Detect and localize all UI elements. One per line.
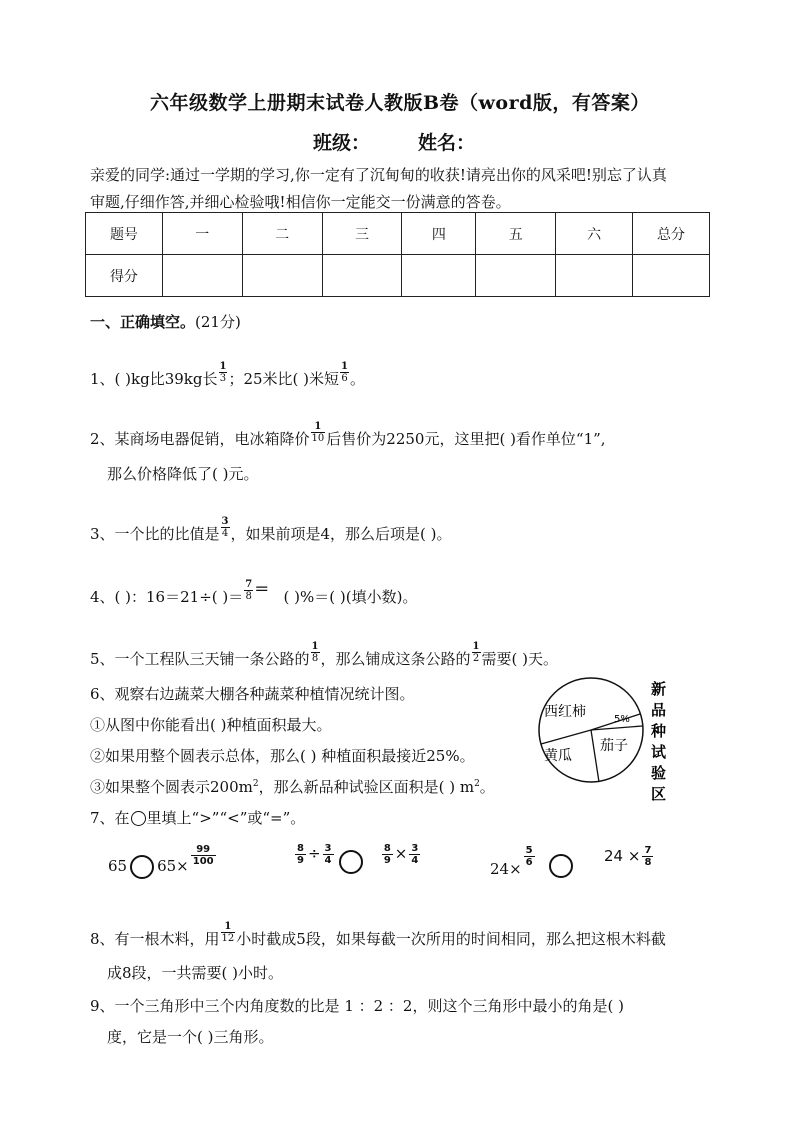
section-title: 一、正确填空。 xyxy=(90,313,196,331)
q6-sub-1: ①从图中你能看出( )种植面积最大。 xyxy=(90,716,332,734)
header-cell: 三 xyxy=(322,213,402,255)
q7-expr-3a xyxy=(490,844,576,882)
numerator: 7 xyxy=(245,578,253,590)
denominator: 6 xyxy=(341,372,348,384)
score-cell[interactable] xyxy=(162,255,242,297)
fraction xyxy=(221,921,236,944)
fraction xyxy=(382,843,393,866)
section-heading xyxy=(90,311,241,332)
side-label-char: 区 xyxy=(651,785,667,803)
q8-text-a: 8、有一根木料，用 xyxy=(90,930,220,948)
question-5 xyxy=(90,640,558,672)
header-cell: 四 xyxy=(402,213,476,255)
section-points: (21分) xyxy=(195,313,241,331)
numerator: 1 xyxy=(219,360,227,372)
numerator: 1 xyxy=(311,640,319,652)
expr-text: 65 xyxy=(108,857,128,875)
q2-text-a: 2、某商场电器促销，电冰箱降价 xyxy=(90,430,310,448)
row-label: 得分 xyxy=(86,255,163,297)
q5-text-a: 5、一个工程队三天铺一条公路的 xyxy=(90,650,310,668)
q5-text-b: ，那么铺成这条公路的 xyxy=(320,650,471,668)
denominator: 8 xyxy=(311,652,319,664)
q6-sub-3 xyxy=(90,776,495,797)
score-cell[interactable] xyxy=(242,255,322,297)
denominator: 8 xyxy=(245,590,252,602)
numerator: 1 xyxy=(311,421,326,433)
question-9: 9、一个三角形中三个内角度数的比是 1 ：2 ：2，则这个三角形中最小的角是( ) xyxy=(90,997,624,1015)
pie-label-tomato: 西红柿 xyxy=(544,704,586,720)
pie-label-5pct: 5% xyxy=(614,714,630,725)
side-label-char: 新 xyxy=(651,680,667,698)
numerator: 1 xyxy=(221,921,236,933)
pie-divider xyxy=(541,730,591,744)
q1-text-b: ；25米比( )米短 xyxy=(228,370,340,388)
numerator: 1 xyxy=(472,640,480,652)
denominator: 6 xyxy=(525,856,533,868)
q8-text-b: 小时截成5段，如果每截一次所用的时间相同，那么把这根木料截 xyxy=(236,930,666,948)
q7-text-b: 里填上“>”“<”或“=”。 xyxy=(146,809,306,827)
expr-text: 65× xyxy=(157,857,189,875)
q1-text-c: 。 xyxy=(350,370,366,388)
score-table-score-row xyxy=(86,255,710,297)
intro-line-2: 审题,仔细作答,并细心检验哦!相信你一定能交一份满意的答卷。 xyxy=(90,193,511,211)
q6-sub-2: ②如果用整个圆表示总体，那么( ) 种植面积最接近25%。 xyxy=(90,747,475,765)
question-1 xyxy=(90,360,366,392)
q2-text-b: 后售价为2250元，这里把( )看作单位“1”, xyxy=(326,430,606,448)
compare-circle[interactable] xyxy=(130,855,154,879)
q4-text-a: 4、( )：16＝21÷( )＝ xyxy=(90,588,244,606)
q5-text-c: 需要( )天。 xyxy=(481,650,558,668)
numerator: 1 xyxy=(341,360,348,372)
fraction xyxy=(524,845,535,868)
q7-expr-3b xyxy=(604,845,655,868)
numerator: 8 xyxy=(383,842,391,854)
q8-line-2: 成8段，一共需要( )小时。 xyxy=(107,964,284,982)
expr-text: 24× xyxy=(490,860,522,878)
q4-text-b: ( )%＝( )(填小数)。 xyxy=(283,588,418,606)
q2-line-2: 那么价格降低了( )元。 xyxy=(107,465,259,483)
fraction xyxy=(323,843,334,866)
q3-text-a: 3、一个比的比值是 xyxy=(90,525,220,543)
q6-s3-c: 。 xyxy=(479,778,495,796)
numerator: 3 xyxy=(411,842,419,854)
fraction xyxy=(295,843,306,866)
fraction xyxy=(409,843,420,866)
superscript: 2 xyxy=(474,779,480,789)
denominator: 4 xyxy=(324,854,332,866)
question-4 xyxy=(90,578,418,610)
score-table xyxy=(85,212,710,297)
q7-text-a: 7、在 xyxy=(90,809,130,827)
score-cell[interactable] xyxy=(476,255,556,297)
q6-title: 6、观察右边蔬菜大棚各种蔬菜种植情况统计图。 xyxy=(90,685,415,703)
numerator: 7 xyxy=(644,845,652,856)
fraction xyxy=(221,516,230,539)
question-7 xyxy=(90,807,305,828)
denominator: 8 xyxy=(644,857,652,868)
question-2 xyxy=(90,420,606,452)
denominator: 4 xyxy=(411,854,419,866)
denominator: 3 xyxy=(219,372,227,384)
side-label-char: 验 xyxy=(651,764,667,782)
superscript: 2 xyxy=(252,779,259,789)
score-cell[interactable] xyxy=(402,255,476,297)
numerator: 3 xyxy=(324,842,332,854)
fraction xyxy=(311,421,326,444)
operator: × xyxy=(394,844,408,863)
score-cell[interactable] xyxy=(322,255,402,297)
fraction xyxy=(191,844,216,867)
numerator: 8 xyxy=(297,842,304,854)
denominator: 100 xyxy=(192,855,214,867)
numerator: 99 xyxy=(191,844,216,856)
q9-line-2: 度，它是一个( )三角形。 xyxy=(107,1028,274,1046)
score-cell[interactable] xyxy=(556,255,633,297)
equals-sign: ＝ xyxy=(254,580,270,598)
q7-expr-2 xyxy=(293,842,422,866)
fraction xyxy=(642,845,653,868)
score-cell[interactable] xyxy=(633,255,710,297)
denominator: 12 xyxy=(221,932,235,944)
q6-s3-b: ，那么新品种试验区面积是( ) m xyxy=(258,778,475,796)
header-cell: 二 xyxy=(242,213,322,255)
compare-circle[interactable] xyxy=(549,854,573,878)
denominator: 2 xyxy=(472,652,480,664)
q6-s3-a: ③如果整个圆表示200m xyxy=(90,778,253,796)
header-cell: 六 xyxy=(556,213,633,255)
denominator: 4 xyxy=(221,527,229,539)
side-label-char: 品 xyxy=(651,701,667,719)
denominator: 10 xyxy=(311,432,325,444)
compare-circle[interactable] xyxy=(339,850,363,874)
fraction xyxy=(219,361,228,384)
q7-expr-1 xyxy=(108,843,218,879)
score-table-header-row xyxy=(86,213,710,255)
q1-text-a: 1、( )kg比39kg长 xyxy=(90,370,218,388)
pie-label-eggplant: 茄子 xyxy=(600,738,628,754)
numerator: 3 xyxy=(221,515,229,527)
header-cell: 总分 xyxy=(633,213,710,255)
class-label: 班级： xyxy=(313,132,371,154)
header-cell: 题号 xyxy=(86,213,163,255)
vegetable-pie-chart xyxy=(536,676,676,806)
q3-text-b: ，如果前项是4，那么后项是( )。 xyxy=(230,525,452,543)
operator: ÷ xyxy=(307,844,321,863)
page-title: 六年级数学上册期末试卷人教版B卷（word版，有答案） xyxy=(150,92,650,114)
expr-text: 24 × xyxy=(604,847,641,865)
denominator: 9 xyxy=(383,854,391,866)
side-label-char: 试 xyxy=(651,743,667,761)
side-label-char: 种 xyxy=(651,722,667,740)
question-3 xyxy=(90,515,452,547)
intro-line-1: 亲爱的同学:通过一学期的学习,你一定有了沉甸甸的收获!请亮出你的风采吧!别忘了认真 xyxy=(90,166,667,184)
denominator: 9 xyxy=(297,854,304,866)
circle-icon xyxy=(131,811,146,826)
header-cell: 一 xyxy=(162,213,242,255)
pie-label-cucumber: 黄瓜 xyxy=(544,748,572,764)
question-8 xyxy=(90,920,666,952)
fraction xyxy=(472,641,481,664)
fraction xyxy=(244,579,253,602)
fraction xyxy=(340,361,349,384)
pie-divider xyxy=(591,730,599,782)
header-cell: 五 xyxy=(476,213,556,255)
fraction xyxy=(311,641,320,664)
numerator: 5 xyxy=(525,844,533,856)
name-label: 姓名： xyxy=(418,132,476,154)
